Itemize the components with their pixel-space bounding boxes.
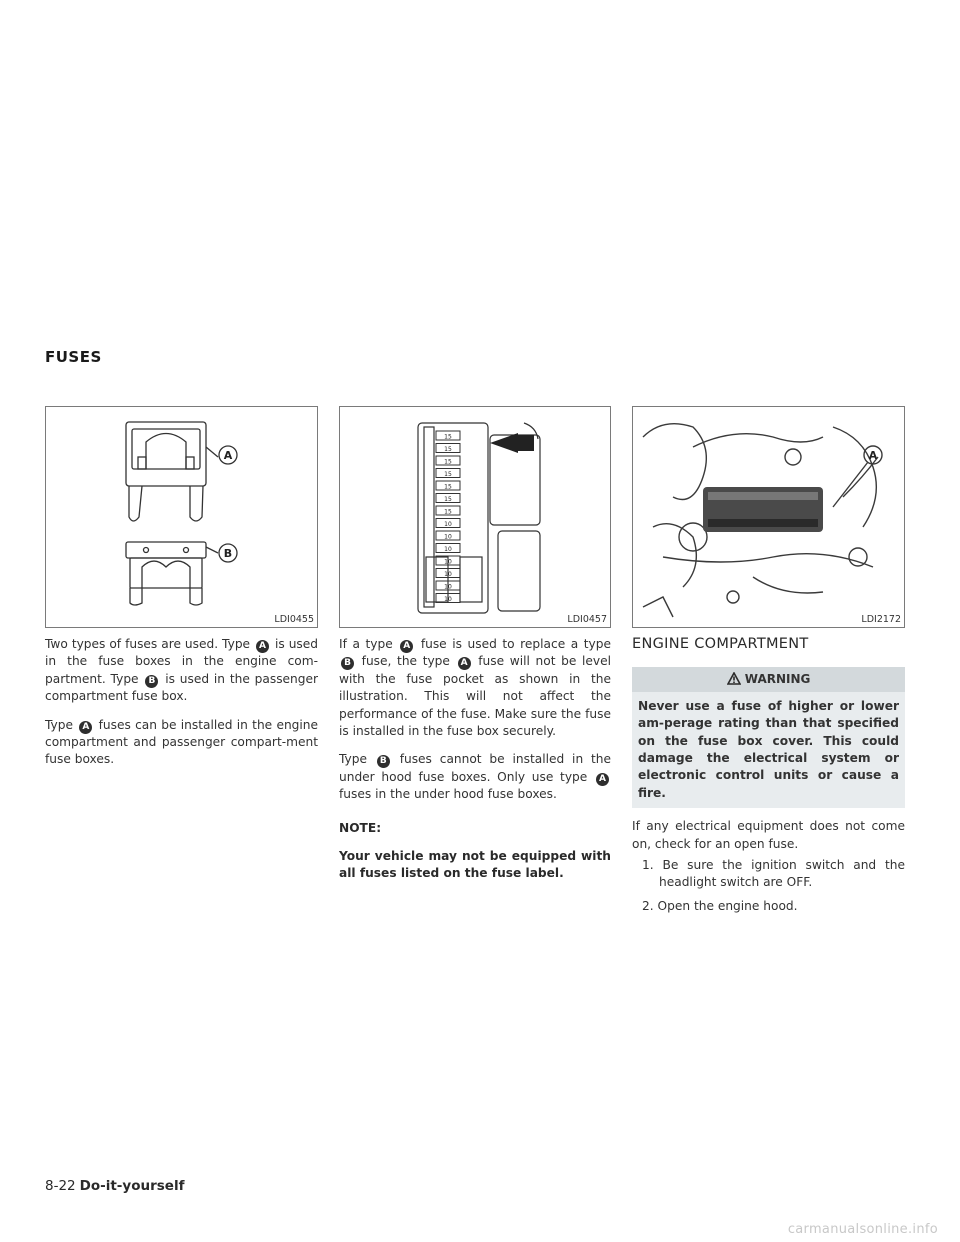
callout-a: A bbox=[868, 449, 878, 462]
note-label: NOTE: bbox=[339, 820, 382, 835]
paragraph: Two types of fuses are used. Type A is used in the fuse boxes in the engine com-partment. Type B is used in the passenger compartment fuse box. bbox=[45, 637, 319, 704]
figure-engine-compartment bbox=[632, 406, 905, 628]
step-1: 1. Be sure the ignition switch and the headlight switch are OFF. bbox=[642, 858, 905, 890]
marker-b: B bbox=[341, 657, 354, 670]
fuse-rating: 10 bbox=[444, 583, 452, 591]
fuse-rating: 15 bbox=[444, 508, 452, 516]
figure-code: LDI0457 bbox=[567, 614, 607, 625]
page-footer bbox=[45, 1178, 184, 1194]
marker-a: A bbox=[458, 657, 471, 670]
column-1 bbox=[45, 636, 318, 780]
fuse-rating: 15 bbox=[444, 458, 452, 466]
fuse-rating: 10 bbox=[444, 521, 452, 528]
marker-a: A bbox=[400, 640, 413, 653]
paragraph: Type B fuses cannot be installed in the under hood fuse boxes. Only use type A fuses in the under hood fuse boxes. bbox=[339, 752, 612, 802]
figure-fuse-block bbox=[339, 406, 611, 628]
fuse-rating: 15 bbox=[444, 433, 452, 441]
step-2: 2. Open the engine hood. bbox=[642, 898, 798, 913]
warning-label: WARNING bbox=[744, 672, 811, 687]
engine-compartment-illustration bbox=[633, 407, 904, 627]
note-text: Your vehicle may not be equipped with all fuses listed on the fuse label. bbox=[339, 849, 611, 881]
callout-a: A bbox=[223, 449, 233, 462]
paragraph: If a type A fuse is used to replace a type B fuse, the type A fuse will not be level with the fuse pocket as shown in the illustration. This will not affect the performance of the fuse. Make sure the fuse is installed in the fuse box securely. bbox=[339, 637, 612, 739]
fuse-rating: 15 bbox=[444, 483, 452, 491]
fuse-types-illustration bbox=[46, 407, 317, 627]
marker-a: A bbox=[256, 640, 269, 653]
fuse-rating: 10 bbox=[444, 558, 452, 566]
warning-box bbox=[632, 667, 905, 808]
fuse-slots bbox=[436, 431, 460, 603]
fuse-rating: 10 bbox=[444, 571, 452, 578]
watermark: carmanualsonline.info bbox=[787, 1222, 938, 1237]
column-3 bbox=[632, 636, 905, 919]
marker-a: A bbox=[596, 773, 609, 786]
engine-compartment-heading: ENGINE COMPARTMENT bbox=[632, 636, 809, 652]
fuse-rating: 15 bbox=[444, 496, 452, 503]
marker-b: B bbox=[145, 675, 158, 688]
fuse-rating: 15 bbox=[444, 446, 452, 453]
callout-b: B bbox=[223, 547, 233, 560]
fuse-block-illustration bbox=[340, 407, 610, 627]
warning-header bbox=[632, 667, 905, 691]
paragraph: If any electrical equipment does not come on, check for an open fuse. bbox=[632, 819, 905, 851]
figure-fuse-types bbox=[45, 406, 318, 628]
page-number: 8-22 bbox=[45, 1178, 76, 1194]
column-2 bbox=[339, 636, 611, 894]
fuse-rating: 15 bbox=[444, 471, 452, 478]
paragraph: Type A fuses can be installed in the engine compartment and passenger compart-ment fuse boxes. bbox=[45, 717, 319, 767]
figure-code: LDI0455 bbox=[274, 614, 314, 625]
warning-icon bbox=[727, 672, 741, 685]
footer-section: Do-it-yourself bbox=[79, 1178, 185, 1194]
fuse-rating: 10 bbox=[444, 533, 452, 541]
figure-code: LDI2172 bbox=[861, 614, 901, 625]
marker-a: A bbox=[79, 721, 92, 734]
fuse-rating: 10 bbox=[444, 546, 452, 553]
fuse-rating: 10 bbox=[444, 596, 452, 603]
section-title: FUSES bbox=[45, 348, 102, 366]
warning-text: Never use a fuse of higher or lower am-perage rating than that specified on the fuse box cover. This could damage the electrical system or electronic control units or cause a fire. bbox=[632, 692, 905, 808]
marker-b: B bbox=[377, 755, 390, 768]
